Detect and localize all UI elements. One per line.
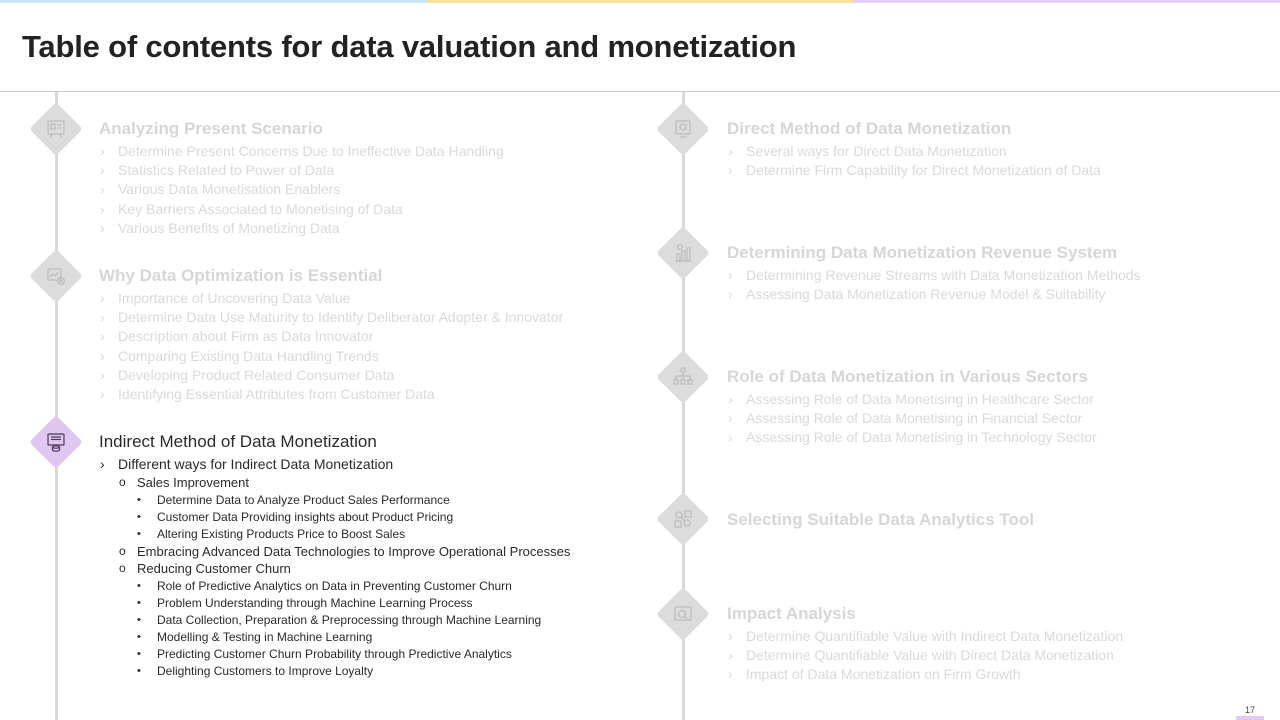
- bullet-item: • Modelling & Testing in Machine Learning: [99, 629, 570, 646]
- accent-bar-segment-yellow: [427, 0, 854, 3]
- top-accent-bar: [0, 0, 1280, 3]
- list-item: › Identifying Essential Attributes from Customer Data: [99, 385, 563, 404]
- section-title: Impact Analysis: [727, 604, 856, 623]
- list-item: › Comparing Existing Data Handling Trends: [99, 347, 563, 366]
- page-number-accent: [1236, 716, 1264, 720]
- bullet-item: • Customer Data Providing insights about Product Pricing: [99, 509, 570, 526]
- bullet-item: • Delighting Customers to Improve Loyalty: [99, 663, 570, 680]
- accent-bar-segment-purple: [853, 0, 1280, 3]
- list-item: › Several ways for Direct Data Monetization: [727, 142, 1101, 161]
- bullet-item: • Data Collection, Preparation & Preprocessing through Machine Learning: [99, 612, 570, 629]
- sub-list-item: o Sales Improvement: [99, 474, 570, 492]
- toc-section-impact-analysis[interactable]: [727, 604, 1123, 685]
- toc-section-analytics-tool[interactable]: [727, 510, 1034, 533]
- list-item: › Assessing Role of Data Monetising in Financial Sector: [727, 409, 1097, 428]
- list-item: › Assessing Data Monetization Revenue Model & Suitability: [727, 285, 1141, 304]
- page-title: Table of contents for data valuation and monetization: [22, 29, 797, 64]
- analytics-tools-icon: [672, 508, 694, 530]
- list-item: › Determine Quantifiable Value with Direct Data Monetization: [727, 646, 1123, 665]
- list-item: › Determine Quantifiable Value with Indirect Data Monetization: [727, 627, 1123, 646]
- section-title: Determining Data Monetization Revenue System: [727, 243, 1118, 262]
- bullet-item: • Role of Predictive Analytics on Data in Preventing Customer Churn: [99, 578, 570, 595]
- org-hierarchy-icon: [672, 366, 694, 388]
- bullet-item: • Determine Data to Analyze Product Sales Performance: [99, 492, 570, 509]
- list-item: › Assessing Role of Data Monetising in Healthcare Sector: [727, 390, 1097, 409]
- section-title: Direct Method of Data Monetization: [727, 119, 1012, 138]
- list-item: › Determine Present Concerns Due to Ineffective Data Handling: [99, 142, 504, 161]
- database-presentation-icon: [45, 431, 67, 453]
- list-item: › Determine Data Use Maturity to Identify Deliberator Adopter & Innovator: [99, 308, 563, 327]
- list-item: › Determining Revenue Streams with Data Monetization Methods: [727, 266, 1141, 285]
- sub-list-item: o Reducing Customer Churn: [99, 560, 570, 578]
- analytics-gear-icon: [45, 265, 67, 287]
- monitor-coin-icon: [672, 118, 694, 140]
- chart-magnifier-icon: [672, 603, 694, 625]
- toc-section-revenue-system[interactable]: [727, 243, 1141, 304]
- list-item: › Developing Product Related Consumer Data: [99, 366, 563, 385]
- left-timeline-line: [55, 92, 58, 720]
- toc-section-direct-method[interactable]: [727, 119, 1101, 180]
- accent-bar-segment-blue: [0, 0, 427, 3]
- page-number: 17: [1244, 705, 1255, 715]
- list-item: › Different ways for Indirect Data Monetization: [99, 455, 570, 474]
- list-item: › Impact of Data Monetization on Firm Growth: [727, 665, 1123, 684]
- title-divider: [0, 91, 1280, 92]
- section-title: Indirect Method of Data Monetization: [99, 432, 377, 451]
- list-item: › Description about Firm as Data Innovator: [99, 327, 563, 346]
- toc-section-why-data-optimization[interactable]: [99, 266, 563, 404]
- list-item: › Assessing Role of Data Monetising in Technology Sector: [727, 428, 1097, 447]
- list-item: › Statistics Related to Power of Data: [99, 161, 504, 180]
- report-board-icon: [45, 118, 67, 140]
- section-title: Selecting Suitable Data Analytics Tool: [727, 510, 1035, 529]
- toc-section-analyzing-present-scenario[interactable]: [99, 119, 504, 238]
- section-title: Analyzing Present Scenario: [99, 119, 323, 138]
- list-item: › Importance of Uncovering Data Value: [99, 289, 563, 308]
- bar-chart-dollar-icon: [672, 242, 694, 264]
- toc-section-indirect-method[interactable]: [99, 432, 570, 680]
- list-item: › Determine Firm Capability for Direct Monetization of Data: [727, 161, 1101, 180]
- section-title: Role of Data Monetization in Various Sectors: [727, 367, 1088, 386]
- toc-section-various-sectors[interactable]: [727, 367, 1097, 448]
- list-item: › Various Data Monetisation Enablers: [99, 180, 504, 199]
- bullet-item: • Problem Understanding through Machine Learning Process: [99, 595, 570, 612]
- list-item: › Key Barriers Associated to Monetising of Data: [99, 200, 504, 219]
- sub-list-item: o Embracing Advanced Data Technologies to Improve Operational Processes: [99, 543, 570, 561]
- bullet-item: • Altering Existing Products Price to Boost Sales: [99, 526, 570, 543]
- list-item: › Various Benefits of Monetizing Data: [99, 219, 504, 238]
- bullet-item: • Predicting Customer Churn Probability through Predictive Analytics: [99, 646, 570, 663]
- section-title: Why Data Optimization is Essential: [99, 266, 383, 285]
